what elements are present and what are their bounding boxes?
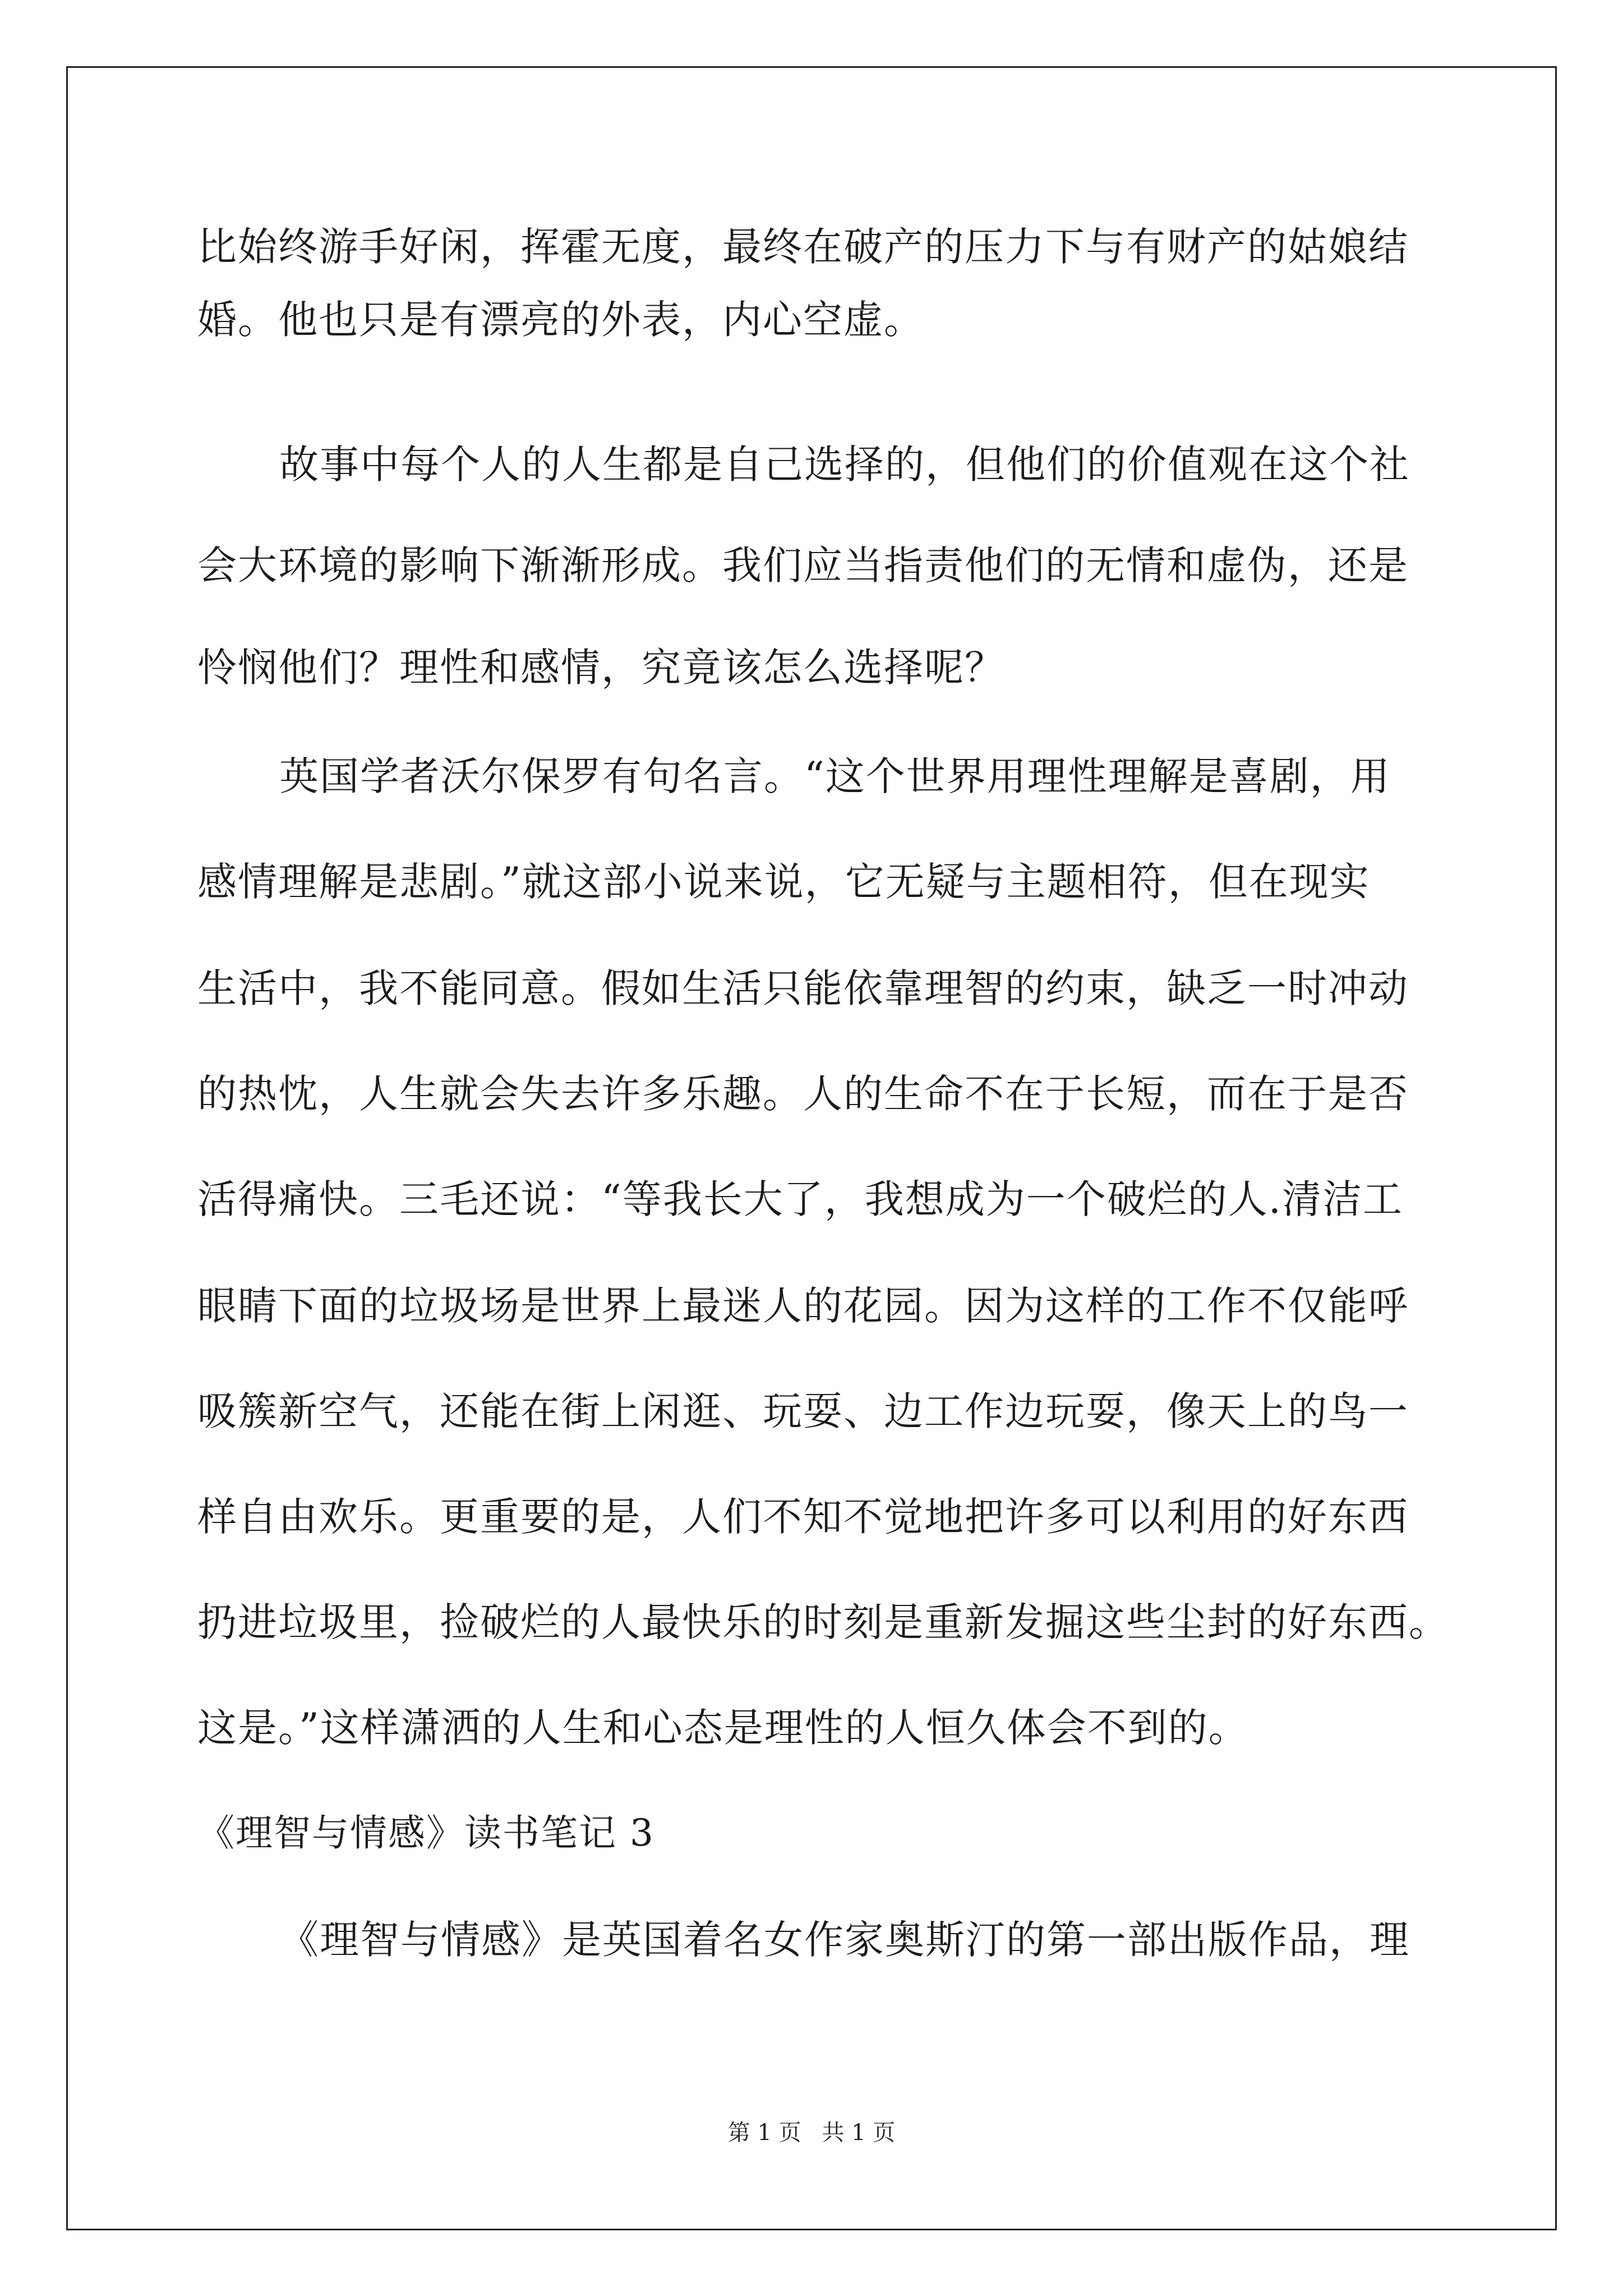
- text-line: 样自由欢乐。更重要的是，人们不知不觉地把许多可以利用的好东西: [197, 1494, 1409, 1540]
- page-footer: [0, 2115, 1623, 2147]
- page-total: 共 1 页: [822, 2120, 896, 2146]
- text-line: 怜悯他们？理性和感情，究竟该怎么选择呢？: [197, 645, 1005, 691]
- text-line: 扔进垃圾里，捡破烂的人最快乐的时刻是重新发掘这些尘封的好东西。: [197, 1599, 1449, 1645]
- page-border: [66, 66, 1557, 2230]
- text-line: 比始终游手好闲，挥霍无度，最终在破产的压力下与有财产的姑娘结: [197, 224, 1409, 270]
- text-line: 这是。”这样潇洒的人生和心态是理性的人恒久体会不到的。: [197, 1705, 1249, 1751]
- page-number: 第 1 页: [727, 2120, 801, 2146]
- text-line: 活得痛快。三毛还说：“等我长大了，我想成为一个破烂的人.清洁工: [197, 1176, 1404, 1222]
- paragraph-start: 《理智与情感》是英国着名女作家奥斯汀的第一部出版作品，理: [279, 1917, 1410, 1963]
- paragraph-start: 英国学者沃尔保罗有句名言。“这个世界用理性理解是喜剧，用: [279, 753, 1391, 799]
- paragraph-start: 故事中每个人的人生都是自己选择的，但他们的价值观在这个社: [279, 441, 1410, 487]
- text-line: 眼睛下面的垃圾场是世界上最迷人的花园。因为这样的工作不仅能呼: [197, 1283, 1409, 1329]
- text-line: 生活中，我不能同意。假如生活只能依靠理智的约束，缺乏一时冲动: [197, 965, 1409, 1011]
- text-line: 会大环境的影响下渐渐形成。我们应当指责他们的无情和虚伪，还是: [197, 542, 1409, 588]
- text-line: 吸簇新空气，还能在街上闲逛、玩耍、边工作边玩耍，像天上的鸟一: [197, 1388, 1409, 1434]
- text-line: 婚。他也只是有漂亮的外表，内心空虚。: [197, 297, 924, 343]
- section-heading: 《理智与情感》读书笔记 3: [197, 1811, 654, 1855]
- text-line: 感情理解是悲剧。”就这部小说来说，它无疑与主题相符，但在现实: [197, 859, 1370, 905]
- text-line: 的热忱，人生就会失去许多乐趣。人的生命不在于长短，而在于是否: [197, 1071, 1409, 1117]
